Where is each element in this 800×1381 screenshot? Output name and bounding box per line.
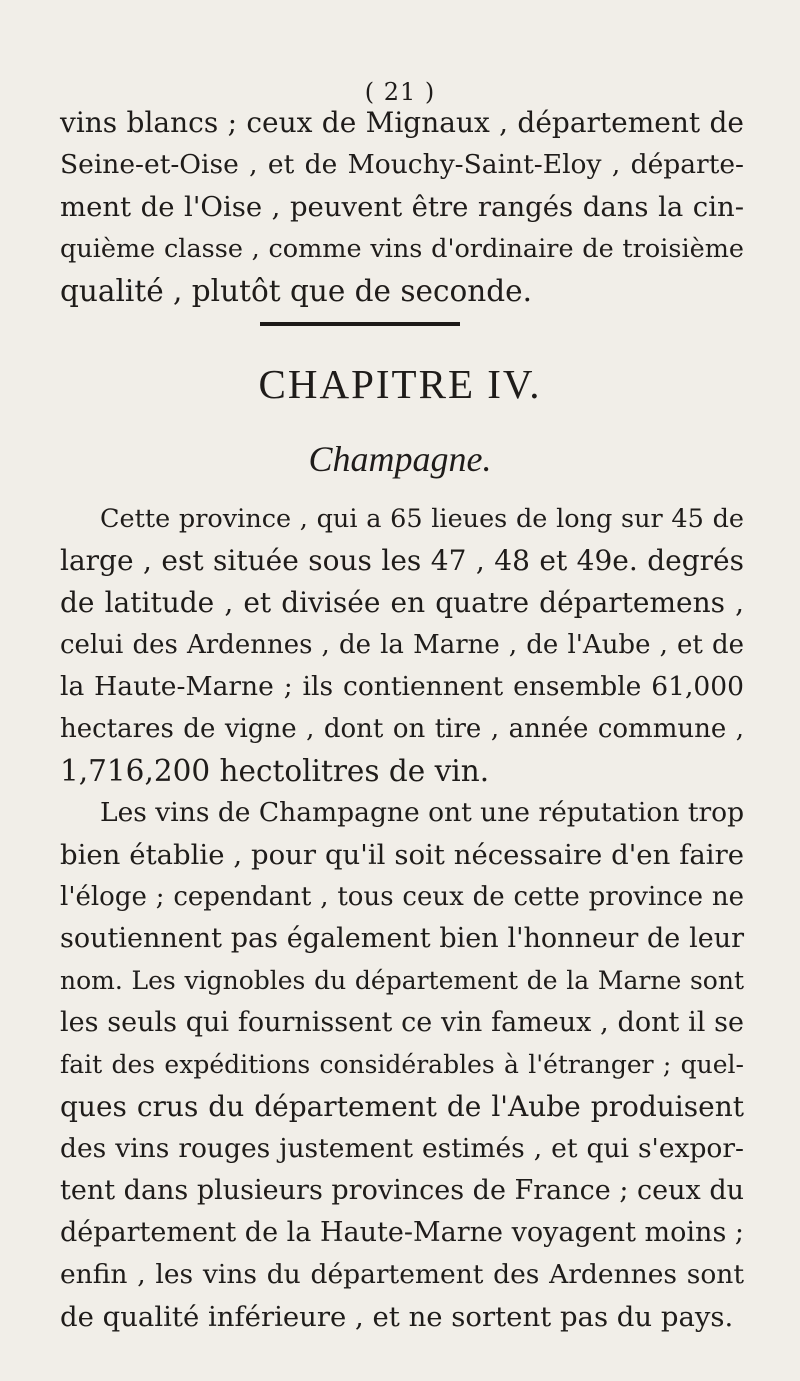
- text-line: 1,716,200 hectolitres de vin.: [60, 754, 490, 788]
- text-line: enfin , les vins du département des Ardennes sont: [60, 1259, 744, 1290]
- text-line: de latitude , et divisée en quatre départemens ,: [60, 586, 744, 619]
- text-line: large , est située sous les 47 , 48 et 49e. degrés: [60, 544, 744, 577]
- text-line: hectares de vigne , dont on tire , année commune ,: [60, 714, 744, 744]
- text-line: celui des Ardennes , de la Marne , de l'Aube , et de: [60, 630, 744, 660]
- text-line: des vins rouges justement estimés , et qui s'expor-: [60, 1133, 744, 1164]
- text-line: bien établie , pour qu'il soit nécessaire d'en faire: [60, 839, 744, 871]
- text-line: soutiennent pas également bien l'honneur de leur: [60, 923, 744, 954]
- chapter-divider-rule: [260, 322, 460, 326]
- text-line: département de la Haute-Marne voyagent moins ;: [60, 1217, 744, 1248]
- text-line: fait des expéditions considérables à l'étranger ; quel-: [60, 1050, 744, 1079]
- text-line: qualité , plutôt que de seconde.: [60, 274, 532, 308]
- page-number: ( 21 ): [364, 78, 436, 106]
- text-line: quième classe , comme vins d'ordinaire de troisième: [60, 234, 744, 264]
- chapter-heading: CHAPITRE IV.: [258, 361, 542, 407]
- text-line: de qualité inférieure , et ne sortent pas du pays.: [60, 1301, 734, 1333]
- text-line: ment de l'Oise , peuvent être rangés dans la cin-: [60, 191, 744, 223]
- text-line: les seuls qui fournissent ce vin fameux , dont il se: [60, 1007, 744, 1038]
- text-line: tent dans plusieurs provinces de France ; ceux du: [60, 1175, 744, 1206]
- text-line: Cette province , qui a 65 lieues de long sur 45 de: [100, 504, 744, 534]
- text-line: l'éloge ; cependant , tous ceux de cette province ne: [60, 882, 744, 912]
- text-line: la Haute-Marne ; ils contiennent ensemble 61,000: [60, 671, 744, 702]
- text-line: ques crus du département de l'Aube produisent: [60, 1090, 744, 1123]
- text-line: vins blancs ; ceux de Mignaux , département de: [60, 106, 744, 139]
- text-line: nom. Les vignobles du département de la Marne sont: [60, 966, 744, 995]
- text-line: Seine-et-Oise , et de Mouchy-Saint-Eloy , départe-: [60, 149, 744, 180]
- chapter-subtitle: Champagne.: [308, 439, 492, 479]
- text-line: Les vins de Champagne ont une réputation trop: [100, 797, 745, 828]
